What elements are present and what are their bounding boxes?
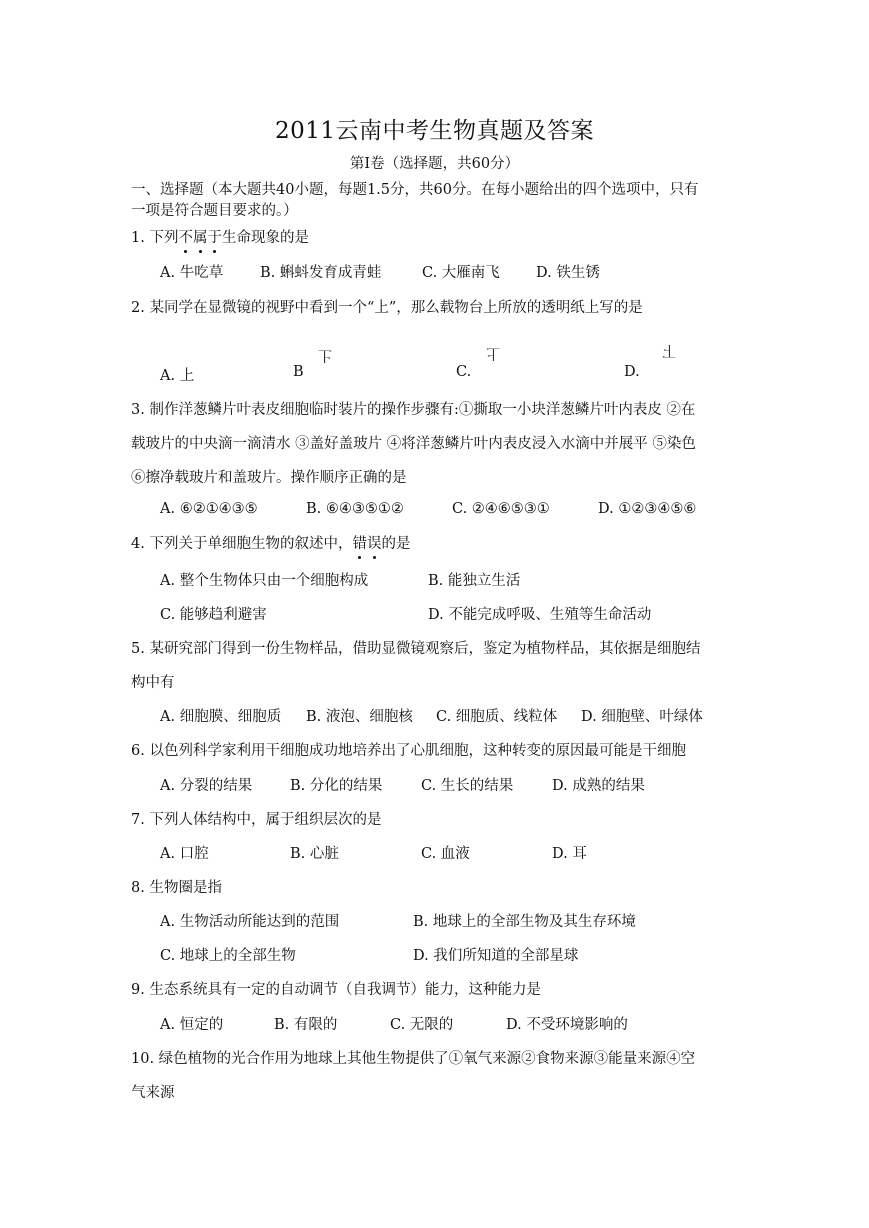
page-title: 2011云南中考生物真题及答案 [274, 118, 595, 144]
option-d: D. 成熟的结果 [552, 778, 645, 794]
option-d: D. [624, 364, 640, 380]
option-c: C. 无限的 [390, 1017, 454, 1033]
question-text: 的是 [381, 536, 411, 552]
option-c-glyph: 上 [486, 345, 500, 361]
option-a: A. 恒定的 [160, 1017, 224, 1033]
instruction-line-1: 一、选择题（本大题共40小题，每题1.5分，共60分。在每小题给出的四个选项中，只有 [131, 182, 699, 198]
option-c: C. 地球上的全部生物 [160, 948, 296, 964]
option-a: A. 细胞膜、细胞质 [160, 709, 282, 725]
question-3-line-3: ⑥擦净载玻片和盖玻片。操作顺序正确的是 [131, 470, 407, 486]
section-heading: 第Ⅰ卷（选择题，共60分） [349, 156, 520, 172]
option-b: B. 地球上的全部生物及其生存环境 [413, 914, 636, 930]
option-d-glyph: 上 [662, 345, 676, 361]
option-b: B. 蝌蚪发育成青蛙 [260, 265, 382, 281]
option-b: B. 有限的 [274, 1017, 338, 1033]
emphasis-char: 不 [178, 226, 193, 247]
option-b: B. ⑥④③⑤①② [306, 501, 404, 517]
question-2: 2. 某同学在显微镜的视野中看到一个“上”，那么载物台上所放的透明纸上写的是 [131, 300, 643, 316]
option-a: A. 牛吃草 [160, 265, 224, 281]
option-a: A. 分裂的结果 [160, 778, 253, 794]
option-d: D. 不受环境影响的 [506, 1017, 628, 1033]
option-a: A. 上 [160, 368, 195, 384]
option-b: B. 液泡、细胞核 [306, 709, 413, 725]
option-c: C. ②④⑥⑤③① [452, 501, 550, 517]
emphasis-char: 属 [193, 226, 208, 247]
option-b: B. 能独立生活 [428, 573, 521, 589]
option-a: A. 口腔 [160, 846, 209, 862]
option-b: B. 心脏 [290, 846, 339, 862]
question-10-line-1: 10. 绿色植物的光合作用为地球上其他生物提供了①氧气来源②食物来源③能量来源④空 [131, 1051, 696, 1067]
option-c: C. 细胞质、线粒体 [436, 709, 558, 725]
question-6: 6. 以色列科学家利用干细胞成功地培养出了心肌细胞，这种转变的原因最可能是干细胞 [131, 743, 686, 759]
question-3-line-2: 载玻片的中央滴一滴清水 ③盖好盖玻片 ④将洋葱鳞片叶内表皮浸入水滴中并展平 ⑤染色 [131, 436, 696, 452]
option-d: D. 铁生锈 [536, 265, 600, 281]
option-a: A. ⑥②①④③⑤ [160, 501, 258, 517]
option-b-glyph: 上 [318, 347, 332, 363]
emphasis-char: 错 [352, 532, 367, 553]
option-d: D. 我们所知道的全部星球 [413, 948, 579, 964]
question-8: 8. 生物圈是指 [131, 880, 222, 896]
option-c: C. 大雁南飞 [422, 265, 500, 281]
emphasis-char: 于 [207, 226, 222, 247]
instruction-line-2: 一项是符合题目要求的。） [131, 203, 298, 219]
option-d: D. 不能完成呼吸、生殖等生命活动 [428, 607, 652, 623]
option-a: A. 整个生物体只由一个细胞构成 [160, 573, 369, 589]
option-c: C. 生长的结果 [421, 778, 514, 794]
option-d: D. 耳 [552, 846, 587, 862]
question-10-line-2: 气来源 [131, 1085, 175, 1101]
question-text: 生命现象的是 [221, 230, 309, 246]
option-d: D. 细胞壁、叶绿体 [581, 709, 703, 725]
option-c: C. 能够趋利避害 [160, 607, 267, 623]
option-d: D. ①②③④⑤⑥ [598, 501, 697, 517]
question-7: 7. 下列人体结构中，属于组织层次的是 [131, 812, 382, 828]
option-c: C. 血液 [421, 846, 470, 862]
question-4 [131, 532, 410, 553]
question-1 [131, 226, 309, 247]
question-5-line-2: 构中有 [131, 675, 175, 691]
option-b: B [293, 364, 304, 380]
option-b: B. 分化的结果 [290, 778, 383, 794]
option-c: C. [456, 364, 472, 380]
question-text: 1. 下列 [131, 230, 179, 246]
question-9: 9. 生态系统具有一定的自动调节（自我调节）能力，这种能力是 [131, 982, 541, 998]
question-text: 4. 下列关于单细胞生物的叙述中， [131, 536, 353, 552]
question-5-line-1: 5. 某研究部门得到一份生物样品，借助显微镜观察后，鉴定为植物样品，其依据是细胞结 [131, 641, 701, 657]
option-a: A. 生物活动所能达到的范围 [160, 914, 340, 930]
emphasis-char: 误 [367, 532, 382, 553]
question-3-line-1: 3. 制作洋葱鳞片叶表皮细胞临时装片的操作步骤有:①撕取一小块洋葱鳞片叶内表皮 ②在 [131, 402, 696, 418]
